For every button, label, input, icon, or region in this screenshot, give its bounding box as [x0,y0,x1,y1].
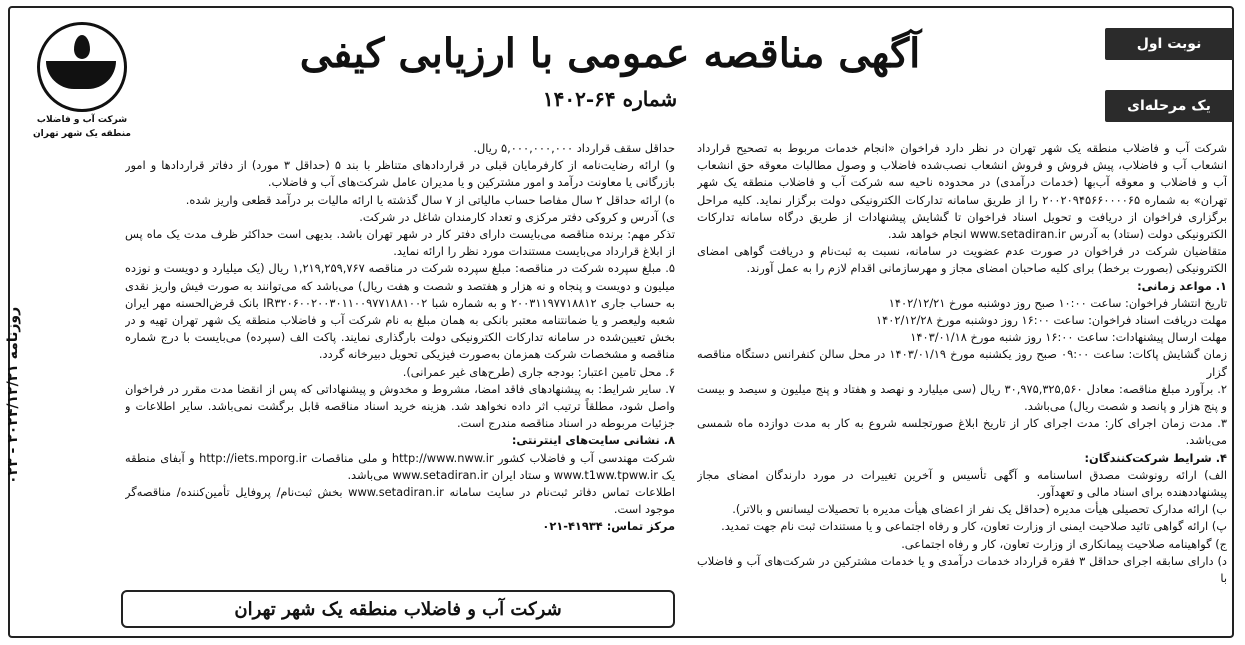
paragraph: ۷. سایر شرایط: به پیشنهادهای فاقد امضا، مشروط و مخدوش و پیشنهاداتی که پس از انقضا مدت مقرر در فراخوان واصل شود، مطلقاً ترتیب اثر داده نخواهد شد. هزینه خرید اسناد مناقصه قابل برگشت نمی‌باشد. سایر اطلاعات و جزئیات مربوطه در اسناد مناقصه مندرج است. [125,381,675,431]
ribbon-one-stage: یک مرحله‌ای [1105,90,1233,122]
paragraph: متقاضیان شرکت در فراخوان در صورت عدم عضویت در سامانه، نسبت به ثبت‌نام و دریافت گواهی امضای الکترونیکی (بصورت برخط) برای کلیه صاحبان امضای مجاز و مهرسازمانی اقدام لازم را به عمل آورند. [697,244,1227,276]
paragraph: مهلت ارسال پیشنهادات: ساعت ۱۶:۰۰ روز شنبه مورخ ۱۴۰۳/۰۱/۱۸ [910,330,1227,345]
logo-text-2: منطقه یک شهر تهران [32,129,132,139]
paragraph: ج) گواهینامه صلاحیت پیمانکاری از وزارت تعاون، کار و رفاه اجتماعی. [901,536,1227,551]
paragraph: د) دارای سابقه اجرای حداقل ۳ فقره قرارداد خدمات درآمدی و یا خدمات مشترکین در شرکت‌های آب و فاضلاب با [697,553,1227,586]
paragraph: ۵. مبلغ سپرده شرکت در مناقصه: مبلغ سپرده شرکت در مناقصه ۱,۲۱۹,۲۵۹,۷۶۷ ریال (یک میلیارد و دویست و نوزده میلیون و دویست و پنجاه و نه هزار و هفتصد و شصت و هفت ریال) می‌باشد که می‌توانند به صورت فیش واریز نقدی به حساب جاری ۲۰۰۳۱۱۹۷۷۱۸۸۱۲ و به شماره شبا IR۳۲۰۶۰۰۲۰۰۳۰۱۱۰۰۹۷۷۱۸۸۱۰۰۲ بانک قرض‌الحسنه مهر ایران شعبه ولیعصر و یا ضمانتنامه معتبر بانکی به همان مبلغ به نام شرکت آب و فاضلاب منطقه یک شهر تهران تهیه و در بخش تعیین‌شده در سامانه تدارکات الکترونیکی دولت بارگذاری نمایند. پاکت الف (سپرده) می‌بایست با درج شماره مناقصه و مشخصات شرکت همزمان به‌صورت فیزیکی تحویل دبیرخانه گردد. [125,261,675,362]
paragraph: ۶. محل تامین اعتبار: بودجه جاری (طرح‌های غیر عمرانی). [402,364,675,379]
section-heading: ۸. نشانی سایت‌های اینترنتی: [511,433,675,448]
ribbon-first-round: نوبت اول [1105,28,1233,60]
paragraph: شرکت آب و فاضلاب منطقه یک شهر تهران در نظر دارد فراخوان «انجام خدمات مربوط به تصحیح قرارداد انشعاب آب و فاضلاب، پیش فروش و فروش انشعاب نصب‌شده فاضلاب و وصول مطالبات معوقه حق انشعاب آب و فاضلاب و معوقه آب‌بها (خدمات درآمدی) در محدوده ناحیه سه شرکت آب و فاضلاب منطقه یک شهر تهران» به شماره ۲۰۰۲۰۹۴۵۶۶۰۰۰۰۶۵ را از طریق سامانه تدارکات الکترونیکی دولت برگزار نماید. کلیه مراحل برگزاری فراخوان از دریافت و تحویل اسناد فراخوان تا گشایش پیشنهادات از طریق درگاه سامانه تدارکات الکترونیکی دولت (ستاد) به آدرس www.setadiran.ir انجام خواهد شد. [697,141,1227,242]
paragraph: زمان گشایش پاکات: ساعت ۰۹:۰۰ صبح روز یکشنبه مورخ ۱۴۰۳/۰۱/۱۹ در محل سالن کنفرانس دستگاه مناقصه گزار [697,347,1227,379]
paragraph: ۲. برآورد مبلغ مناقصه: معادل ۳۰,۹۷۵,۳۲۵,۵۶۰ ریال (سی میلیارد و نهصد و هفتاد و پنج میلیون و سیصد و بیست و پنج هزار و پانصد و شصت ریال) می‌باشد. [697,381,1227,414]
paragraph: پ) ارائه گواهی تائید صلاحیت ایمنی از وزارت تعاون، کار و رفاه اجتماعی و یا مستندات ثبت نام جهت تمدید. [721,519,1227,534]
notice-title: آگهی مناقصه عمومی با ارزیابی کیفی [299,30,921,77]
paragraph: تذکر مهم: برنده مناقصه می‌بایست دارای دفتر کار در شهر تهران باشد. بدیهی است حداکثر ظرف مدت یک ماه پس از ابلاغ قرارداد می‌بایست مستندات مورد نظر را ارائه نماید. [125,227,675,259]
water-drop-icon [37,22,127,112]
newspaper-side-text: روزنامه ۲۰۲۴/۱۲/۲۱ - ۰۲۳ [5,306,21,484]
footer-company-name: شرکت آب و فاضلاب منطقه یک شهر تهران [121,590,675,628]
section-heading: ۴. شرایط شرکت‌کنندگان: [1084,450,1227,465]
notice-number: شماره ۶۴-۱۴۰۲ [542,87,678,111]
contact-center: مرکز تماس: ۴۱۹۳۴-۰۲۱ [542,519,675,534]
section-heading: ۱. مواعد زمانی: [1137,278,1227,293]
left-column [125,140,675,585]
paragraph: مهلت دریافت اسناد فراخوان: ساعت ۱۶:۰۰ روز دوشنبه مورخ ۱۴۰۲/۱۲/۲۸ [875,313,1227,328]
paragraph: اطلاعات تماس دفاتر ثبت‌نام در سایت سامانه www.setadiran.ir بخش ثبت‌نام/ پروفایل تأمین‌کننده/ مناقصه‌گر موجود است. [125,485,675,517]
paragraph: ب) ارائه مدارک تحصیلی هیأت مدیره (حداقل یک نفر از اعضای هیأت مدیره با تحصیلات لیسانس و بالاتر). [732,502,1227,517]
paragraph: ی) آدرس و کروکی دفتر مرکزی و تعداد کارمندان شاغل در شرکت. [359,209,675,224]
paragraph: تاریخ انتشار فراخوان: ساعت ۱۰:۰۰ صبح روز دوشنبه مورخ ۱۴۰۲/۱۲/۲۱ [888,295,1227,310]
logo-text-1: شرکت آب و فاضلاب [36,115,128,125]
right-column [697,140,1227,600]
paragraph: ه) ارائه حداقل ۲ سال مفاصا حساب مالیاتی از ۷ سال گذشته یا ارائه مالیات بر درآمد قطعی واریز شده. [185,192,675,207]
paragraph: حداقل سقف قرارداد ۵,۰۰۰,۰۰۰,۰۰۰ ریال. [473,141,675,155]
paragraph: شرکت مهندسی آب و فاضلاب کشور http://www.nww.ir و ملی مناقصات http://iets.mporg.ir و آبفای منطقه یک www.t1ww.tpww.ir و ستاد ایران www.setadiran.ir می‌باشد. [125,450,675,482]
header [150,10,1070,130]
paragraph: الف) ارائه رونوشت مصدق اساسنامه و آگهی تأسیس و آخرین تغییرات در مورد دارندگان امضای مجاز پیشنهاددهنده برای اسناد مالی و تعهدآور. [697,467,1227,500]
paragraph: ۳. مدت زمان اجرای کار: مدت اجرای کار از تاریخ ابلاغ صورتجلسه شروع به کار به مدت دوازده ماه شمسی می‌باشد. [697,416,1227,448]
company-logo [22,22,142,142]
paragraph: و) ارائه رضایت‌نامه از کارفرمایان قبلی در قراردادهای متناظر با بند ۵ (حداقل ۳ مورد) از دفاتر قراردادها و امور بازرگانی یا معاونت درآمد و امور مشترکین و یا مدیران عامل شرکت‌های آب و فاضلاب. [125,158,675,190]
